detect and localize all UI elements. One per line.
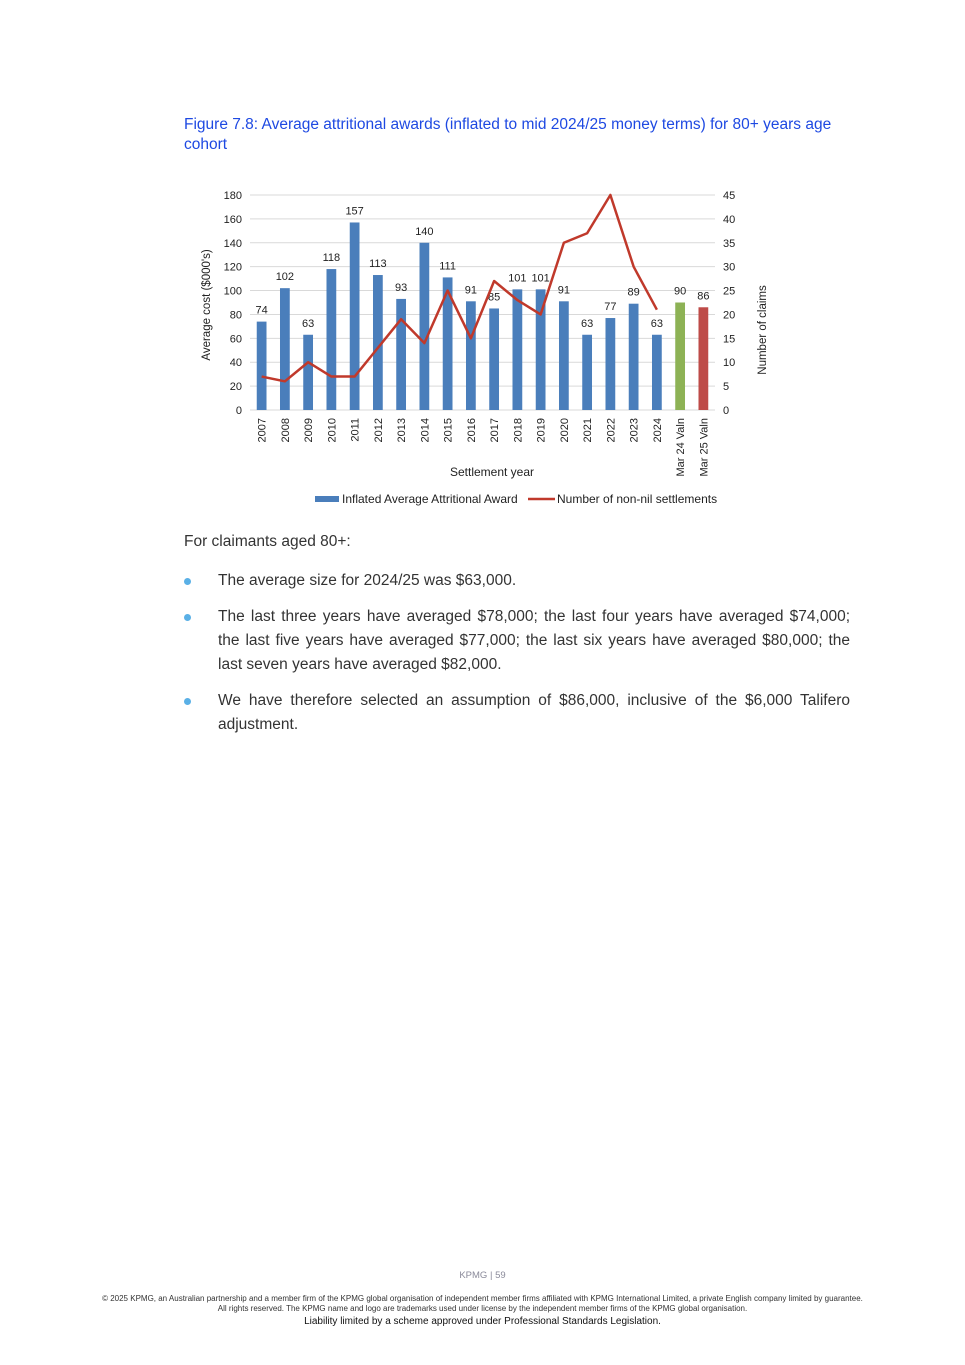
- x-tick-label: 2018: [512, 418, 525, 443]
- bar: [326, 269, 336, 410]
- x-tick-label: 2015: [442, 418, 455, 443]
- left-tick-label: 120: [223, 261, 242, 274]
- left-tick-label: 160: [223, 213, 242, 226]
- x-tick-label: 2022: [605, 418, 618, 443]
- x-tick-label: 2008: [279, 418, 292, 443]
- right-tick-label: 5: [723, 381, 730, 394]
- bar: [303, 335, 313, 410]
- right-tick-label: 45: [723, 190, 736, 202]
- x-tick-label: 2009: [303, 418, 316, 443]
- y-axis-title: Average cost ($000's): [201, 249, 213, 361]
- left-tick-label: 20: [229, 381, 242, 394]
- right-tick-label: 25: [723, 285, 736, 298]
- legend-swatch-bar: [315, 496, 339, 502]
- bar-data-label: 101: [508, 272, 527, 285]
- y2-axis-title: Number of claims: [757, 285, 769, 375]
- left-tick-label: 80: [229, 309, 242, 322]
- bar-data-label: 77: [604, 301, 617, 314]
- x-tick-label: 2011: [349, 418, 362, 442]
- bar-data-label: 91: [464, 284, 477, 297]
- bar-data-label: 113: [369, 258, 387, 271]
- bar: [489, 308, 499, 410]
- list-item: [184, 569, 850, 593]
- intro-text: For claimants aged 80+:: [184, 533, 351, 550]
- bar: [582, 335, 592, 410]
- x-tick-label: 2024: [651, 418, 664, 443]
- figure-title: Figure 7.8: Average attritional awards (inflated to mid 2024/25 money terms) for 80+ years age cohort: [184, 116, 832, 153]
- bar: [466, 301, 476, 410]
- copyright-notice: © 2025 KPMG, an Australian partnership and a member firm of the KPMG global organisation of independent member firms affiliated with KPMG International Limited, a private English company limited by guarantee. All rights reserved. The KPMG name and logo are trademarks used under license by the independent member firms of the KPMG global organisation.: [102, 1294, 863, 1313]
- x-tick-label: 2016: [465, 418, 478, 443]
- bullet-text: The last three years have averaged $78,000; the last four years have averaged $74,000; the last five years have averaged $77,000; the last six years have averaged $80,000; the last seven years have averaged $82,000.: [218, 608, 850, 673]
- bar: [419, 243, 429, 410]
- bullet-text: The average size for 2024/25 was $63,000.: [218, 572, 517, 589]
- x-tick-label: 2017: [489, 418, 502, 443]
- bar-data-label: 90: [674, 285, 687, 298]
- bar: [396, 299, 406, 410]
- bar-data-label: 118: [322, 252, 341, 265]
- right-tick-label: 30: [723, 261, 736, 274]
- x-tick-label: 2010: [326, 418, 339, 443]
- bullet-icon: [184, 698, 191, 705]
- bullet-icon: [184, 578, 191, 585]
- bar-data-label: 157: [345, 205, 364, 218]
- x-tick-label: 2023: [628, 418, 641, 443]
- bar: [698, 307, 708, 410]
- bar-data-label: 63: [581, 317, 594, 330]
- x-tick-label: 2019: [535, 418, 548, 443]
- bar-data-label: 140: [415, 225, 434, 238]
- line-series: [262, 195, 657, 381]
- bar-data-label: 74: [255, 304, 268, 317]
- bar-data-label: 63: [650, 317, 663, 330]
- bar-data-label: 93: [395, 281, 408, 294]
- left-tick-label: 0: [235, 405, 242, 417]
- right-tick-label: 35: [723, 237, 736, 250]
- bar: [675, 303, 685, 411]
- bar: [559, 301, 569, 410]
- liability-notice: Liability limited by a scheme approved under Professional Standards Legislation.: [304, 1316, 661, 1327]
- legend-label: Inflated Average Attritional Award: [342, 492, 518, 506]
- right-tick-label: 20: [723, 309, 736, 322]
- bullet-icon: [184, 614, 191, 621]
- bar-data-label: 63: [302, 317, 315, 330]
- x-tick-label: 2021: [582, 418, 595, 443]
- bar-data-label: 91: [557, 284, 570, 297]
- bar: [350, 222, 360, 410]
- left-tick-label: 60: [229, 333, 242, 346]
- left-tick-label: 100: [223, 285, 242, 298]
- bullet-list: [184, 569, 850, 749]
- bullet-text: We have therefore selected an assumption of $86,000, inclusive of the $6,000 Talifero adjustment.: [218, 692, 850, 733]
- bar: [629, 304, 639, 410]
- right-tick-label: 40: [723, 213, 736, 226]
- list-item: [184, 689, 850, 737]
- legend-label: Number of non-nil settlements: [557, 492, 718, 506]
- bar: [257, 322, 267, 410]
- x-tick-label: 2013: [396, 418, 409, 443]
- left-tick-label: 180: [223, 190, 242, 202]
- x-tick-label: 2007: [256, 418, 269, 443]
- left-tick-label: 40: [229, 357, 242, 370]
- bar: [280, 288, 290, 410]
- list-item: [184, 605, 850, 677]
- bar-data-label: 101: [531, 272, 550, 285]
- bar-data-label: 89: [627, 286, 640, 299]
- right-tick-label: 15: [723, 333, 736, 346]
- x-tick-label: Mar 24 Valn: [675, 418, 688, 477]
- bar-data-label: 86: [697, 290, 710, 303]
- x-tick-label: 2012: [372, 418, 385, 443]
- bar: [605, 318, 615, 410]
- x-axis-title: Settlement year: [449, 465, 535, 479]
- bar-data-label: 111: [439, 260, 456, 273]
- page-number: KPMG | 59: [459, 1270, 506, 1281]
- bar: [652, 335, 662, 410]
- left-tick-label: 140: [223, 237, 242, 250]
- bar-data-label: 102: [275, 271, 295, 284]
- x-tick-label: 2020: [558, 418, 571, 443]
- chart: [180, 180, 780, 515]
- right-tick-label: 0: [723, 405, 730, 417]
- right-tick-label: 10: [723, 357, 736, 370]
- x-tick-label: Mar 25 Valn: [698, 418, 711, 477]
- bar: [512, 289, 522, 410]
- x-tick-label: 2014: [419, 418, 432, 443]
- bar-data-label: 85: [488, 291, 501, 304]
